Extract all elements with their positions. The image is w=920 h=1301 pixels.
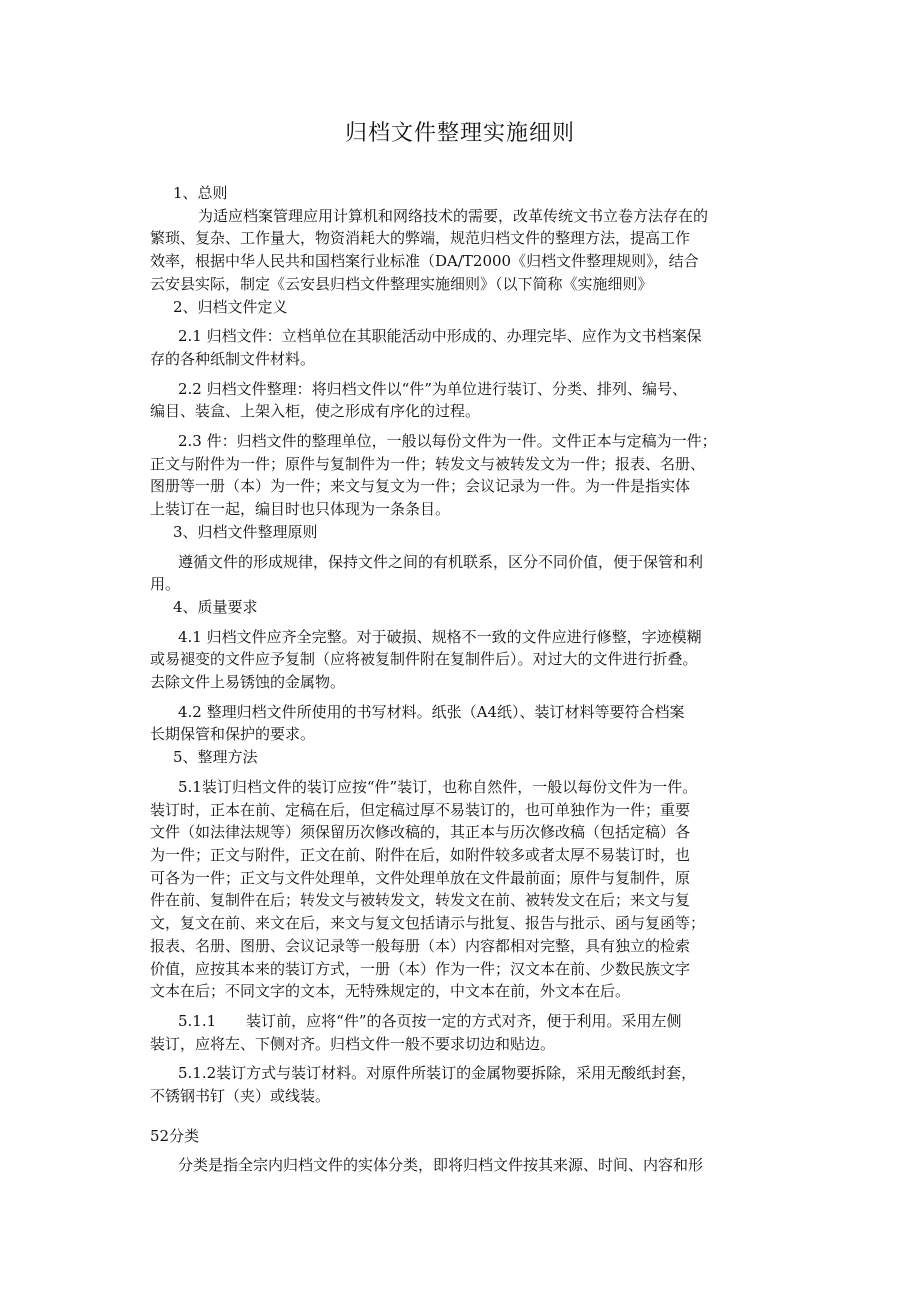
paragraph-line: 效率，根据中华人民共和国档案行业标准（DA/T2000《归档文件整理规则》，结合 <box>150 252 699 271</box>
section-heading: 4、质量要求 <box>173 597 258 616</box>
paragraph-line: 装订，应将左、下侧对齐。归档文件一般不要求切边和贴边。 <box>150 1034 556 1053</box>
document-body <box>150 182 775 1177</box>
paragraph-line: 为一件；正文与附件，正文在前、附件在后，如附件较多或者太厚不易装订时，也 <box>150 845 691 864</box>
paragraph-line: 正文与附件为一件；原件与复制件为一件；转发文与被转发文为一件；报表、名册、 <box>150 454 706 473</box>
paragraph-line: 报表、名册、图册、会议记录等一般每册（本）内容都相对完整，具有独立的检索 <box>150 936 691 955</box>
paragraph-line: 件在前、复制件在后；转发文与被转发文，转发文在前、被转发文在后；来文与复 <box>150 891 691 910</box>
paragraph-line: 5.1.2装订方式与装订材料。对原件所装订的金属物要拆除，采用无酸纸封套， <box>178 1064 697 1083</box>
paragraph-line: 分类是指全宗内归档文件的实体分类，即将归档文件按其来源、时间、内容和形 <box>178 1156 704 1175</box>
paragraph-line: 4.1 归档文件应齐全完整。对于破损、规格不一致的文件应进行修整，字迹模糊 <box>178 627 702 646</box>
paragraph-line: 存的各种纸制文件材料。 <box>150 349 316 368</box>
section-heading: 5、整理方法 <box>173 748 258 767</box>
paragraph-line: 装订时，正本在前、定稿在后，但定稿过厚不易装订的，也可单独作为一件；重要 <box>150 800 691 819</box>
paragraph-line: 文，复文在前、来文在后，来文与复文包括请示与批复、报告与批示、函与复函等； <box>150 914 706 933</box>
paragraph-line: 编目、装盒、上架入柜，使之形成有序化的过程。 <box>150 402 481 421</box>
paragraph-line: 遵循文件的形成规律，保持文件之间的有机联系，区分不同价值，便于保管和利 <box>178 552 704 571</box>
paragraph-line: 为适应档案管理应用计算机和网络技术的需要，改革传统文书立卷方法存在的 <box>198 206 709 225</box>
paragraph-line: 图册等一册（本）为一件；来文与复文为一件；会议记录为一件。为一件是指实体 <box>150 477 691 496</box>
paragraph-line: 可各为一件；正文与文件处理单，文件处理单放在文件最前面；原件与复制件，原 <box>150 868 691 887</box>
paragraph-line: 2.2 归档文件整理：将归档文件以“件”为单位进行装订、分类、排列、编号、 <box>178 379 687 398</box>
paragraph-line: 5.1装订归档文件的装订应按“件”装订，也称自然件，一般以每份文件为一件。 <box>178 777 698 796</box>
paragraph-line: 5.1.1 装订前，应将“件”的各页按一定的方式对齐，便于利用。采用左侧 <box>178 1011 682 1030</box>
section-heading: 52分类 <box>150 1126 200 1145</box>
paragraph-line: 4.2 整理归档文件所使用的书写材料。纸张（A4纸）、装订材料等要符合档案 <box>178 702 685 721</box>
section-heading: 3、归档文件整理原则 <box>173 522 318 541</box>
paragraph-line: 价值，应按其本来的装订方式，一册（本）作为一件；汉文本在前、少数民族文字 <box>150 959 691 978</box>
paragraph-line: 上装订在一起，编目时也只体现为一条条目。 <box>150 500 451 519</box>
paragraph-line: 或易褪变的文件应予复制（应将被复制件附在复制件后）。对过大的文件进行折叠。 <box>150 650 698 669</box>
paragraph-line: 长期保管和保护的要求。 <box>150 725 316 744</box>
paragraph-line: 繁琐、复杂、工作量大，物资消耗大的弊端，规范归档文件的整理方法，提高工作 <box>150 229 691 248</box>
paragraph-line: 去除文件上易锈蚀的金属物。 <box>150 673 346 692</box>
paragraph-line: 用。 <box>150 575 181 594</box>
paragraph-line: 2.3 件：归档文件的整理单位，一般以每份文件为一件。文件正本与定稿为一件； <box>178 432 717 451</box>
paragraph-line: 文件（如法律法规等）须保留历次修改稿的，其正本与历次修改稿（包括定稿）各 <box>150 823 691 842</box>
section-heading: 2、归档文件定义 <box>173 297 288 316</box>
document-title: 归档文件整理实施细则 <box>344 121 575 146</box>
paragraph-line: 文本在后；不同文字的文本，无特殊规定的，中文本在前，外文本在后。 <box>150 982 631 1001</box>
paragraph-line: 云安县实际，制定《云安县归档文件整理实施细则》（以下简称《实施细则》 <box>150 274 653 293</box>
paragraph-line: 不锈钢书钉（夹）或线装。 <box>150 1087 331 1106</box>
paragraph-line: 2.1 归档文件：立档单位在其职能活动中形成的、办理完毕、应作为文书档案保 <box>178 327 702 346</box>
section-heading: 1、总则 <box>173 184 228 202</box>
